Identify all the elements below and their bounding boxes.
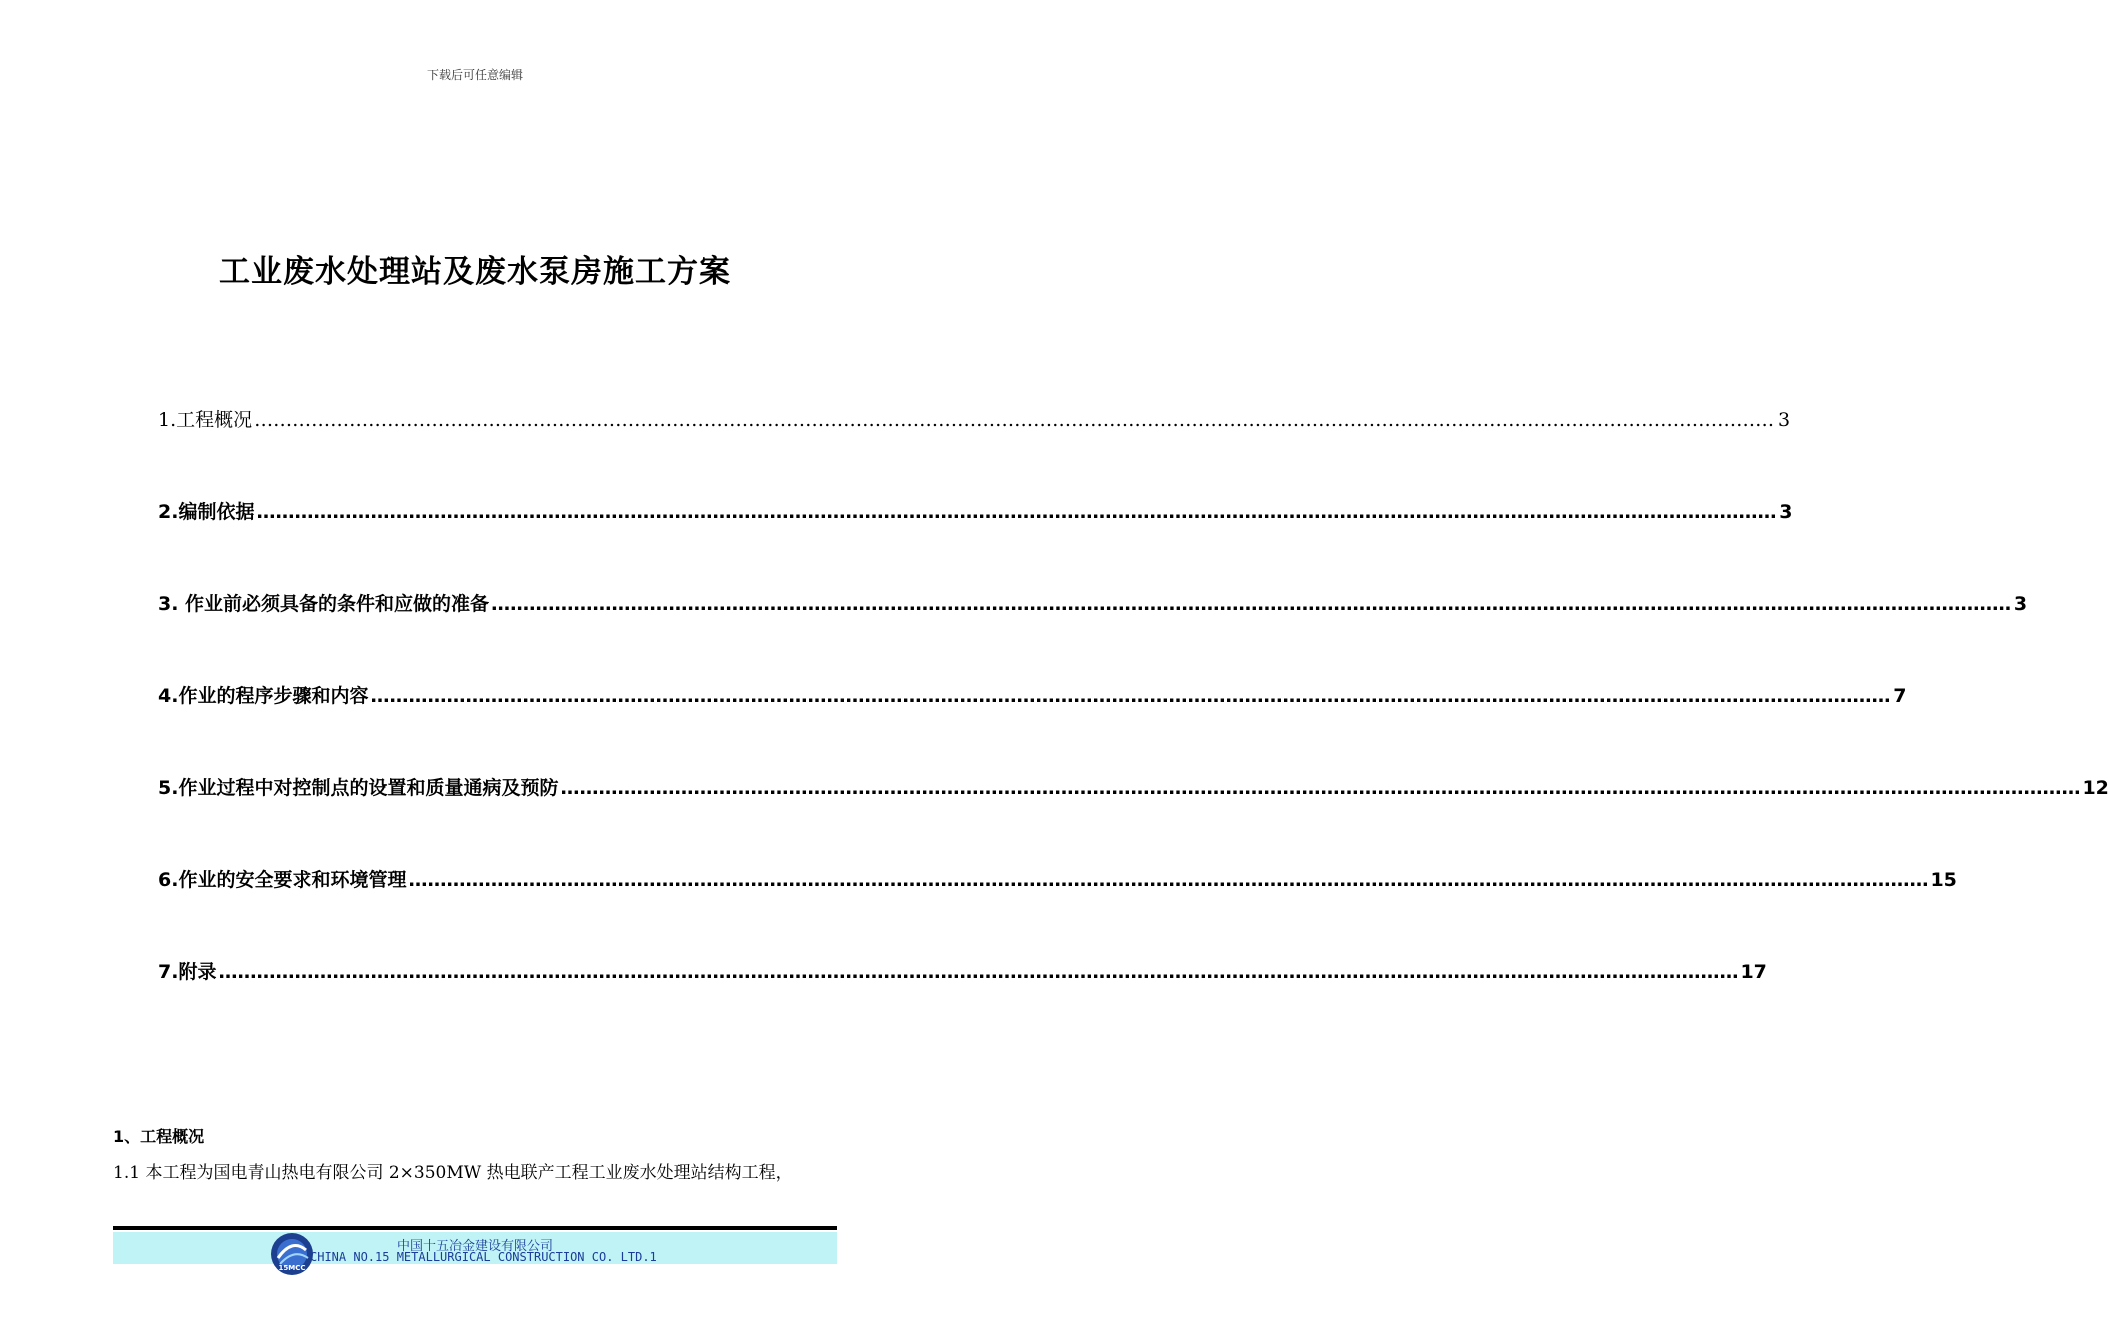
toc-leader-dots: …………………………………………………………………………………………………………………………………………………………………………………………………………………… xyxy=(254,409,1775,431)
toc-leader-dots: …………………………………………………………………………………………………………………………………………………………………………………………………………………… xyxy=(408,869,1929,891)
toc-entry-page: 15 xyxy=(1930,869,1957,891)
toc-entry-page: 3 xyxy=(1779,501,1793,523)
footer-company-en: CHINA NO.15 METALLURGICAL CONSTRUCTION CO. LTD.1 xyxy=(310,1250,657,1264)
logo-text: 15MCC xyxy=(278,1264,306,1272)
toc-entry-page: 17 xyxy=(1740,961,1767,983)
body-paragraph: 1.1 本工程为国电青山热电有限公司 2×350MW 热电联产工程工业废水处理站结构工程， xyxy=(113,1163,793,1183)
toc-entry xyxy=(158,865,1957,897)
toc-leader-dots: …………………………………………………………………………………………………………………………………………………………………………………………………………………… xyxy=(256,501,1777,523)
toc-entry-page: 7 xyxy=(1893,685,1907,707)
toc-leader-dots: …………………………………………………………………………………………………………………………………………………………………………………………………………………… xyxy=(370,685,1891,707)
toc-entry-label: 6.作业的安全要求和环境管理 xyxy=(158,869,407,891)
toc-entry-label: 2.编制依据 xyxy=(158,501,255,523)
toc-entry xyxy=(158,589,2028,621)
footer-company-cn: 中国十五冶金建设有限公司 xyxy=(396,1239,553,1254)
toc-entry xyxy=(158,773,2109,805)
toc-entry xyxy=(158,957,1767,989)
toc-entry-label: 1.工程概况 xyxy=(158,409,253,431)
toc-entry-page: 3 xyxy=(1778,409,1791,431)
toc-entry xyxy=(158,405,1791,437)
toc-entry xyxy=(158,497,1793,529)
toc-entry-label: 3. 作业前必须具备的条件和应做的准备 xyxy=(158,593,490,615)
section-heading: 1、工程概况 xyxy=(113,1127,205,1146)
toc-entry-page: 3 xyxy=(2013,593,2028,615)
toc-entry-label: 5.作业过程中对控制点的设置和质量通病及预防 xyxy=(158,777,559,799)
toc-entry-label: 4.作业的程序步骤和内容 xyxy=(158,685,369,707)
toc-entry-page: 12 xyxy=(2082,777,2109,799)
toc-entry xyxy=(158,681,1907,713)
footer-rule xyxy=(113,1226,837,1230)
document-title: 工业废水处理站及废水泵房施工方案 xyxy=(219,254,731,290)
toc-leader-dots: …………………………………………………………………………………………………………………………………………………………………………………………………………………… xyxy=(491,593,2012,615)
toc-leader-dots: …………………………………………………………………………………………………………………………………………………………………………………………………………………… xyxy=(560,777,2081,799)
toc-entry-label: 7.附录 xyxy=(158,961,217,983)
toc-leader-dots: …………………………………………………………………………………………………………………………………………………………………………………………………………………… xyxy=(218,961,1739,983)
header-note: 下载后可任意编辑 xyxy=(426,68,523,82)
